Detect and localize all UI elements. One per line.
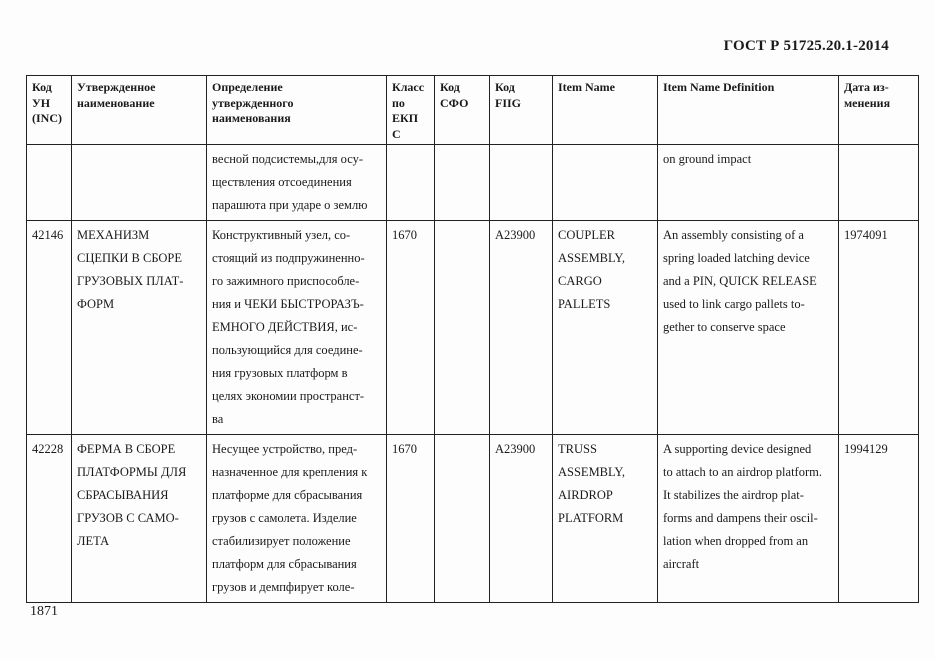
cell-text-line: МЕХАНИЗМ <box>77 228 150 242</box>
cell-change-date <box>839 145 919 221</box>
col-header-fiig: Код FIIG <box>490 76 553 145</box>
cell-change-date: 1994129 <box>839 435 919 603</box>
cell-approved-name <box>72 221 207 435</box>
cell-text-line: spring loaded latching device <box>663 251 810 265</box>
cell-definition-en <box>658 221 839 435</box>
cell-text-line: PALLETS <box>558 297 611 311</box>
cell-definition-en <box>658 145 839 221</box>
cell-class <box>387 145 435 221</box>
cell-class: 1670 <box>387 221 435 435</box>
cell-text-line: PLATFORM <box>558 511 624 525</box>
col-header-approved-name: Утвержденное наименование <box>72 76 207 145</box>
cell-item-name <box>553 435 658 603</box>
cell-definition-ru <box>207 145 387 221</box>
standard-designation: ГОСТ Р 51725.20.1-2014 <box>723 38 889 54</box>
col-header-item-definition: Item Name Definition <box>658 76 839 145</box>
cell-definition-ru <box>207 435 387 603</box>
cell-text-line: An assembly consisting of a <box>663 228 804 242</box>
cell-text-line: ASSEMBLY, <box>558 251 625 265</box>
cell-definition-en <box>658 435 839 603</box>
cell-text-line: aircraft <box>663 557 700 571</box>
col-header-item-name: Item Name <box>553 76 658 145</box>
cell-text-line: CARGO <box>558 274 602 288</box>
col-header-definition: Определение утвержденного наименования <box>207 76 387 145</box>
cell-text-line: ASSEMBLY, <box>558 465 625 479</box>
cell-text-line: ществления отсоединения <box>212 175 352 189</box>
cell-text-line: СЦЕПКИ В СБОРЕ <box>77 251 183 265</box>
cell-text-line: ва <box>212 412 224 426</box>
cell-text-line: on ground impact <box>663 152 752 166</box>
cell-text-line: ПЛАТФОРМЫ ДЛЯ <box>77 465 187 479</box>
cell-sfo <box>435 435 490 603</box>
cell-text-line: COUPLER <box>558 228 615 242</box>
cell-inc: 42146 <box>27 221 72 435</box>
cell-text-line: целях экономии пространст- <box>212 389 365 403</box>
cell-sfo <box>435 145 490 221</box>
cell-text-line: Несущее устройство, пред- <box>212 442 358 456</box>
cell-text-line: ния и ЧЕКИ БЫСТРОРАЗЪ- <box>212 297 364 311</box>
cell-text-line: ГРУЗОВ С САМО- <box>77 511 179 525</box>
cell-text-line: назначенное для крепления к <box>212 465 368 479</box>
cell-change-date: 1974091 <box>839 221 919 435</box>
cell-text-line: used to link cargo pallets to- <box>663 297 805 311</box>
cell-text-line: lation when dropped from an <box>663 534 809 548</box>
cell-text-line: парашюта при ударе о землю <box>212 198 368 212</box>
col-header-inc: Код УН (INC) <box>27 76 72 145</box>
cell-sfo <box>435 221 490 435</box>
cell-text-line: платформ для сбрасывания <box>212 557 357 571</box>
cell-text-line: ГРУЗОВЫХ ПЛАТ- <box>77 274 184 288</box>
cell-class: 1670 <box>387 435 435 603</box>
cell-text-line: forms and dampens their oscil- <box>663 511 818 525</box>
page-number: 1871 <box>30 604 58 619</box>
cell-text-line: and a PIN, QUICK RELEASE <box>663 274 817 288</box>
cell-text-line: грузов с самолета. Изделие <box>212 511 357 525</box>
cell-fiig: A23900 <box>490 221 553 435</box>
cell-text-line: Конструктивный узел, со- <box>212 228 351 242</box>
cell-text-line: СБРАСЫВАНИЯ <box>77 488 169 502</box>
table-header-row <box>27 76 919 145</box>
cell-approved-name <box>72 435 207 603</box>
table-row <box>27 221 919 435</box>
cell-text-line: ФЕРМА В СБОРЕ <box>77 442 176 456</box>
cell-fiig <box>490 145 553 221</box>
cell-inc: 42228 <box>27 435 72 603</box>
cell-text-line: ФОРМ <box>77 297 115 311</box>
cell-item-name <box>553 221 658 435</box>
cell-text-line: платформе для сбрасывания <box>212 488 363 502</box>
cell-item-name <box>553 145 658 221</box>
col-header-change-date: Дата из- менения <box>839 76 919 145</box>
col-header-class: Класс по ЕКП С <box>387 76 435 145</box>
cell-fiig: A23900 <box>490 435 553 603</box>
cell-text-line: gether to conserve space <box>663 320 786 334</box>
cell-text-line: стабилизирует положение <box>212 534 351 548</box>
catalog-table <box>26 75 919 603</box>
cell-definition-ru <box>207 221 387 435</box>
cell-text-line: го зажимного приспособле- <box>212 274 360 288</box>
cell-text-line: пользующийся для соедине- <box>212 343 363 357</box>
cell-text-line: весной подсистемы,для осу- <box>212 152 363 166</box>
cell-text-line: AIRDROP <box>558 488 613 502</box>
cell-text-line: ЛЕТА <box>77 534 110 548</box>
cell-text-line: to attach to an airdrop platform. <box>663 465 822 479</box>
cell-text-line: ния грузовых платформ в <box>212 366 348 380</box>
cell-approved-name <box>72 145 207 221</box>
cell-text-line: A supporting device designed <box>663 442 812 456</box>
cell-text-line: It stabilizes the airdrop plat- <box>663 488 804 502</box>
cell-text-line: грузов и демпфирует коле- <box>212 580 355 594</box>
cell-text-line: ЕМНОГО ДЕЙСТВИЯ, ис- <box>212 320 358 334</box>
col-header-sfo: Код СФО <box>435 76 490 145</box>
cell-inc <box>27 145 72 221</box>
table-row <box>27 435 919 603</box>
cell-text-line: TRUSS <box>558 442 597 456</box>
cell-text-line: стоящий из подпружиненно- <box>212 251 365 265</box>
table-row <box>27 145 919 221</box>
